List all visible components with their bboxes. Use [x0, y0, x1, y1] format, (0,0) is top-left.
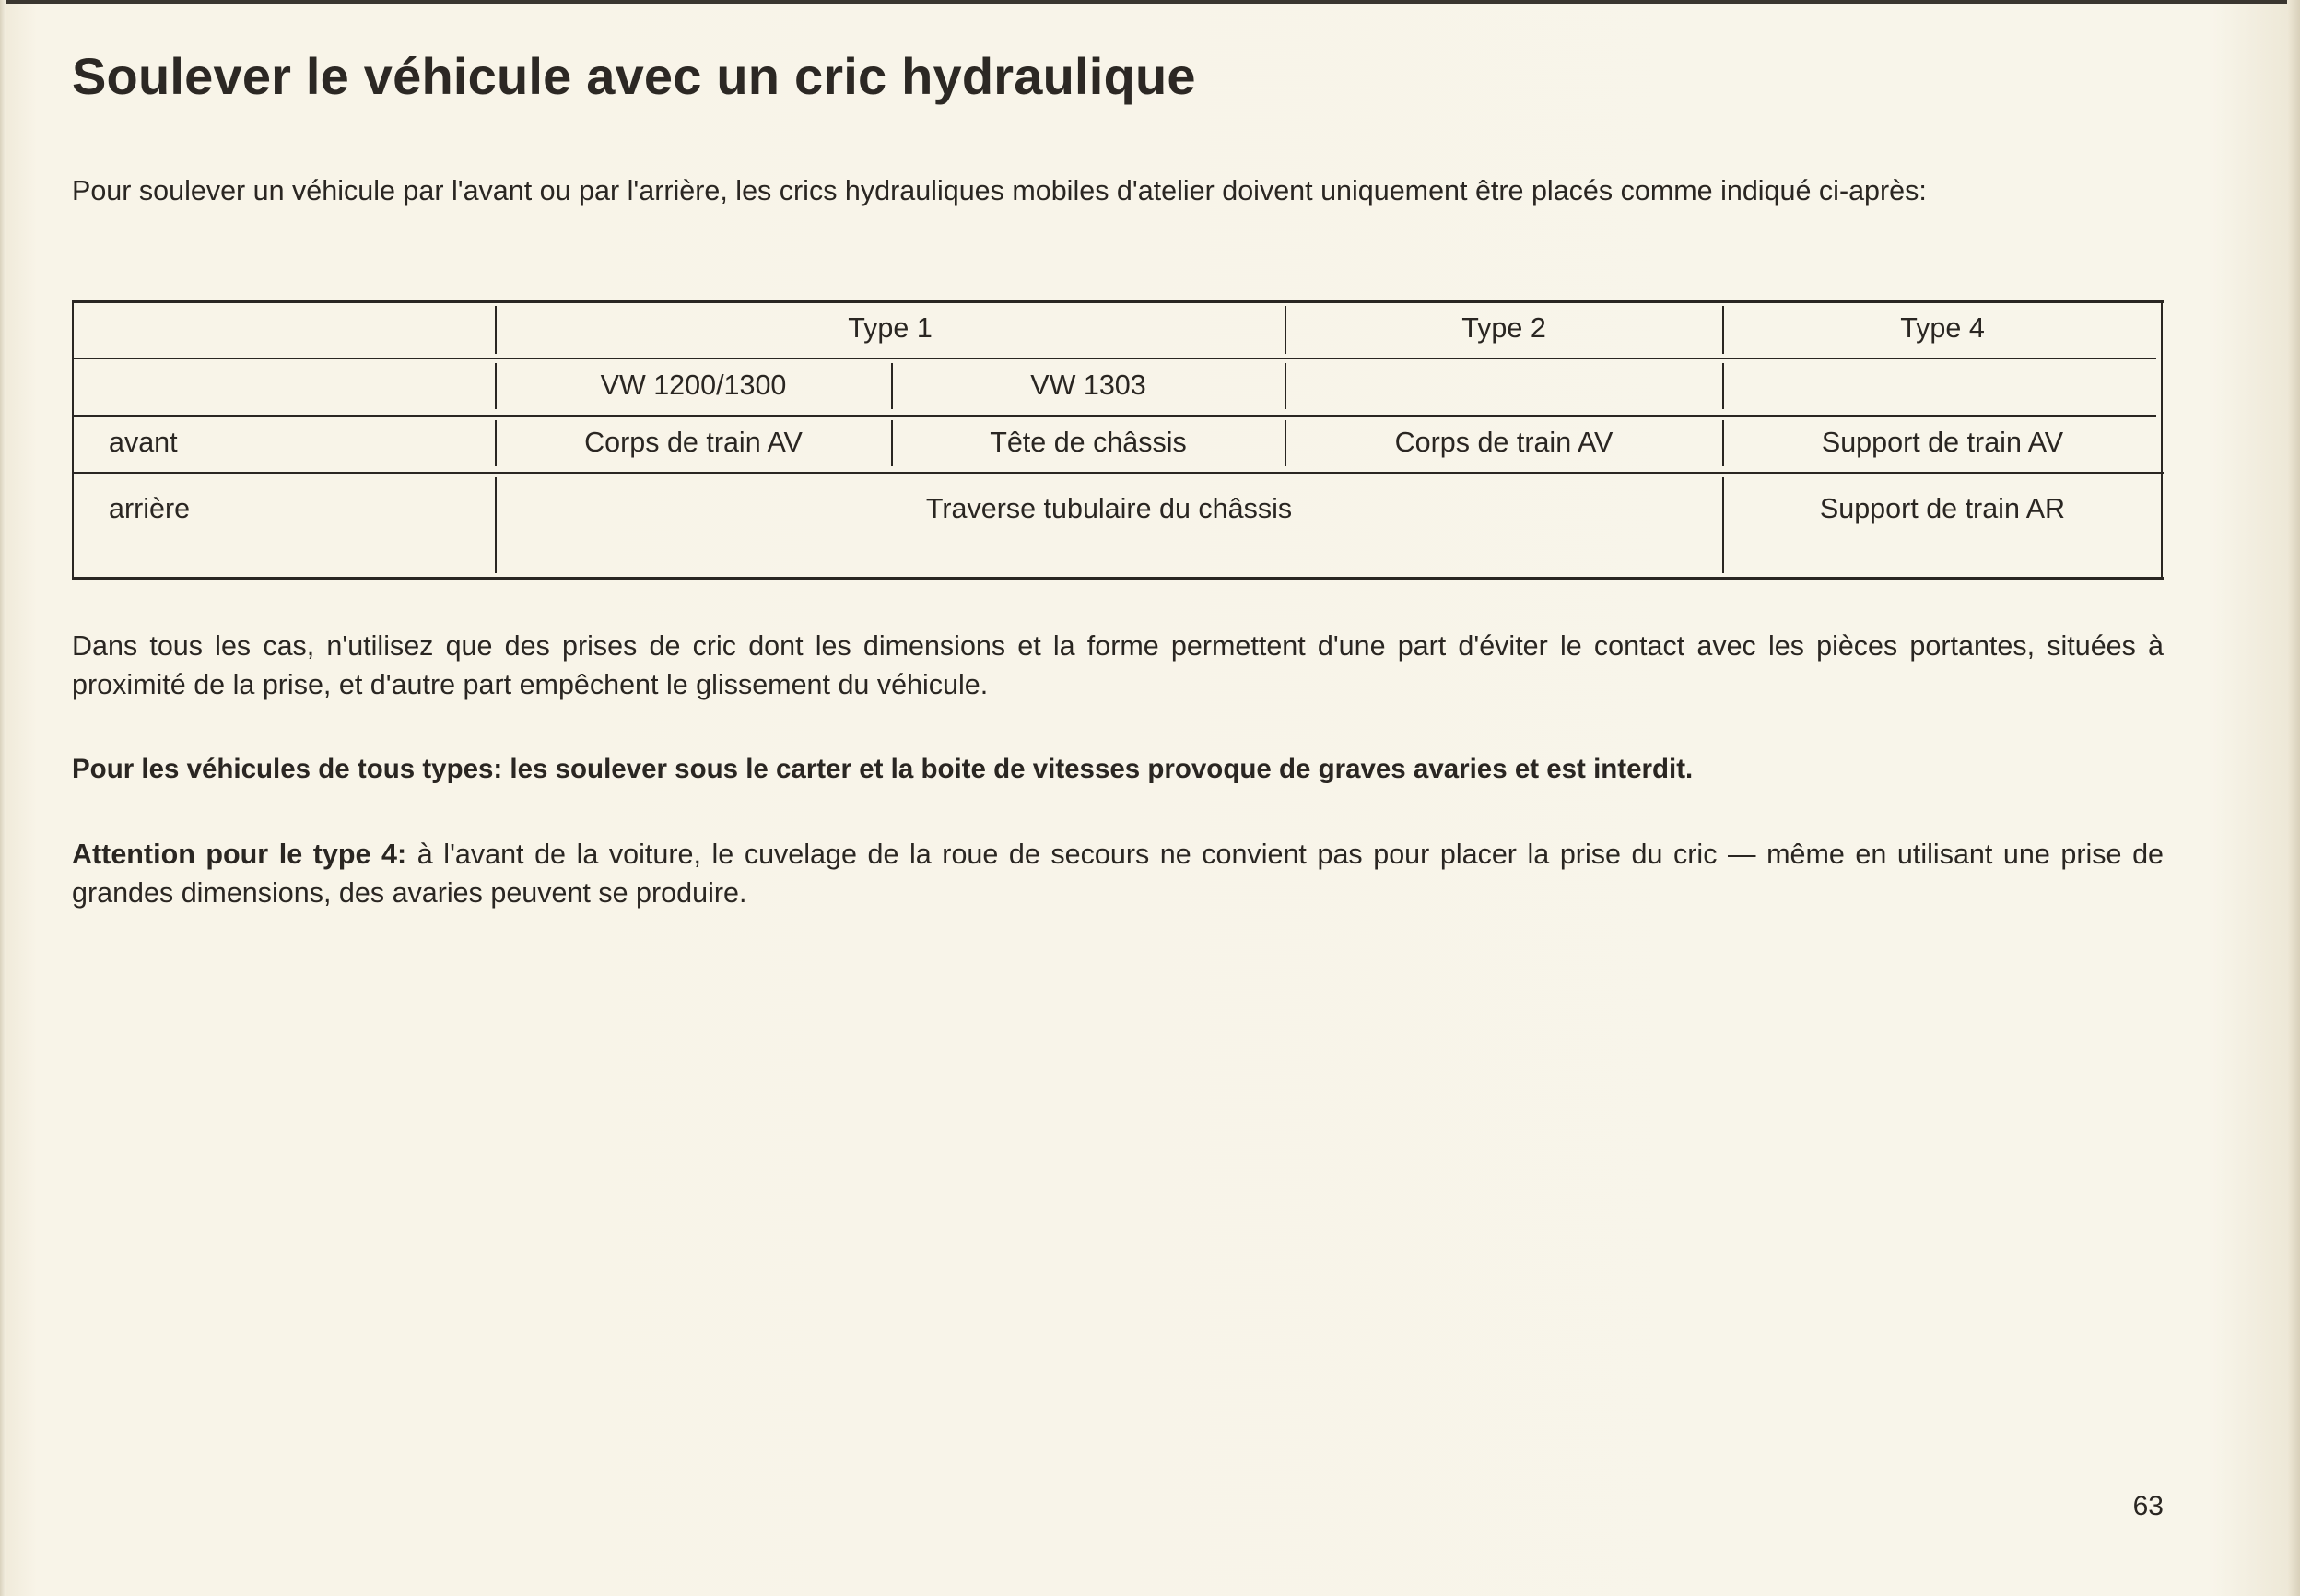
row-label-arriere: arrière — [109, 493, 191, 524]
page-number: 63 — [2132, 1491, 2164, 1521]
header-type-2: Type 2 — [1461, 312, 1546, 344]
subheader-vw-1200-1300: VW 1200/1300 — [600, 370, 787, 401]
header-type-4: Type 4 — [1900, 312, 1985, 344]
intro-paragraph: Pour soulever un véhicule par l'avant ou par l'arrière, les crics hydrauliques mobiles d'atelier doivent uniquement être placés comme indiqué ci-après: — [72, 175, 1927, 206]
jack-position-table — [72, 300, 2164, 581]
page-top-edge — [0, 0, 2300, 4]
arriere-type-1-2-cell: Traverse tubulaire du châssis — [925, 493, 1293, 524]
row-label-avant: avant — [109, 427, 178, 458]
table-rule-subheader — [72, 415, 2156, 417]
table-rule-header — [72, 358, 2156, 359]
paragraph-type-4-attention — [72, 835, 2164, 912]
paragraph-jack-pads: Dans tous les cas, n'utilisez que des prises de cric dont les dimensions et la forme permettent d'une part d'éviter le contact avec les pièces portantes, situées à proximité de la prise, et d'autre part empêchent le glissement du véhicule. — [72, 630, 2164, 700]
table-rule-top — [72, 300, 2164, 303]
avant-vw-1303-cell: Tête de châssis — [990, 427, 1187, 458]
table-rule-row-avant — [72, 472, 2164, 474]
paragraph-warning-all-types: Pour les véhicules de tous types: les soulever sous le carter et la boite de vitesses provoque de graves avaries et est interdit. — [72, 754, 1694, 784]
avant-type-2-cell: Corps de train AV — [1394, 427, 1614, 458]
arriere-type-4-cell: Support de train AR — [1819, 493, 2066, 524]
table-rule-col4 — [1722, 363, 1724, 409]
type-4-attention-text: à l'avant de la voiture, le cuvelage de la roue de secours ne convient pas pour placer la prise du cric — même en utilisant une prise de grandes dimensions, des avaries peuvent se produire. — [72, 839, 2165, 909]
page-title: Soulever le véhicule avec un cric hydraulique — [72, 47, 1196, 105]
header-type-1: Type 1 — [848, 312, 933, 344]
avant-type-4-cell: Support de train AV — [1821, 427, 2064, 458]
type-4-attention-lead: Attention pour le type 4: — [72, 839, 407, 870]
table-rule-left — [72, 300, 74, 579]
table-rule-bottom — [72, 577, 2164, 580]
table-rule-col3 — [1285, 363, 1286, 409]
page-left-edge — [0, 0, 6, 1596]
page-right-edge — [2287, 0, 2300, 1596]
subheader-vw-1303: VW 1303 — [1030, 370, 1146, 401]
avant-vw-1200-1300-cell: Corps de train AV — [584, 427, 803, 458]
